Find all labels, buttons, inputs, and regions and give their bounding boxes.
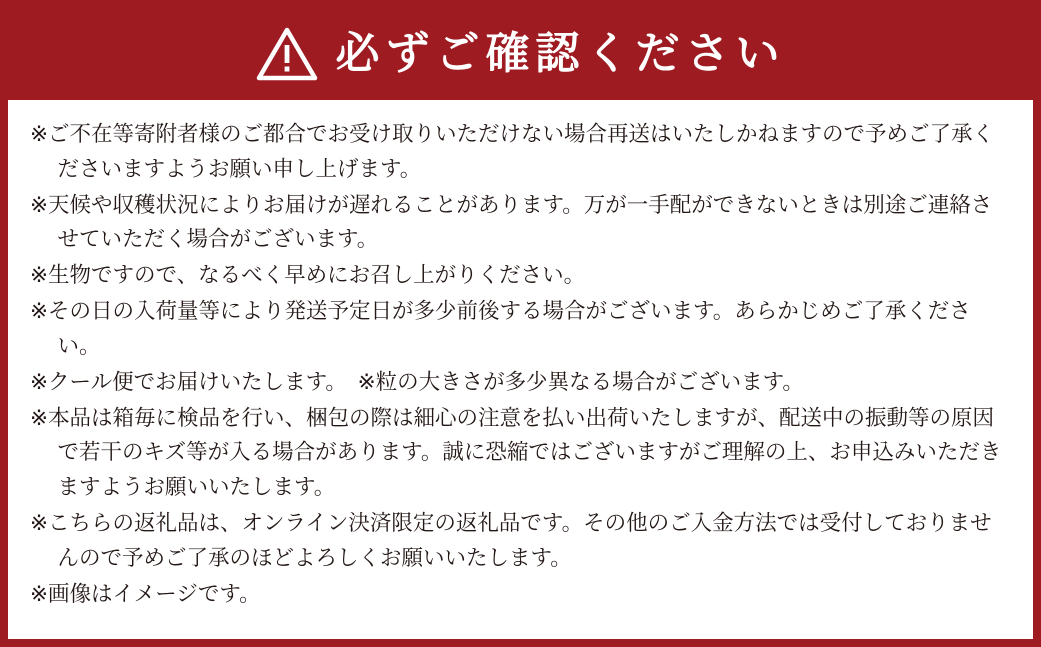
notice-line: ※こちらの返礼品は、オンライン決済限定の返礼品です。その他のご入金方法では受付しておりませんので予めご了承のほどよろしくお願いいたします。 <box>30 511 992 571</box>
notice-body <box>8 100 1033 639</box>
notice-line: ※ご不在等寄附者様のご都合でお受け取りいただけない場合再送はいたしかねますので予めご了承くださいますようお願い申し上げます。 <box>30 122 995 182</box>
notice-line: ※天候や収穫状況によりお届けが遅れることがあります。万が一手配ができないときは別途ご連絡させていただく場合がございます。 <box>30 192 993 253</box>
notice-line: ※画像はイメージです。 <box>30 581 261 607</box>
notice-line: ※クール便でお届けいたします。 ※粒の大きさが多少異なる場合がございます。 <box>30 369 804 395</box>
notice-line: ※本品は箱毎に検品を行い、梱包の際は細心の注意を払い出荷いたしますが、配送中の振動等の原因で若干のキズ等が入る場合があります。誠に恐縮ではございますがご理解の上、お申込みいただきますようお願いいたします。 <box>30 405 1002 501</box>
page-title: 必ずご確認ください <box>335 28 786 79</box>
notice-line: ※生物ですので、なるべく早めにお召し上がりください。 <box>30 263 586 289</box>
notice-line: ※その日の入荷量等により発送予定日が多少前後する場合がございます。あらかじめご了承ください。 <box>30 299 971 359</box>
warning-triangle-icon <box>256 26 318 82</box>
notice-header <box>8 8 1033 100</box>
